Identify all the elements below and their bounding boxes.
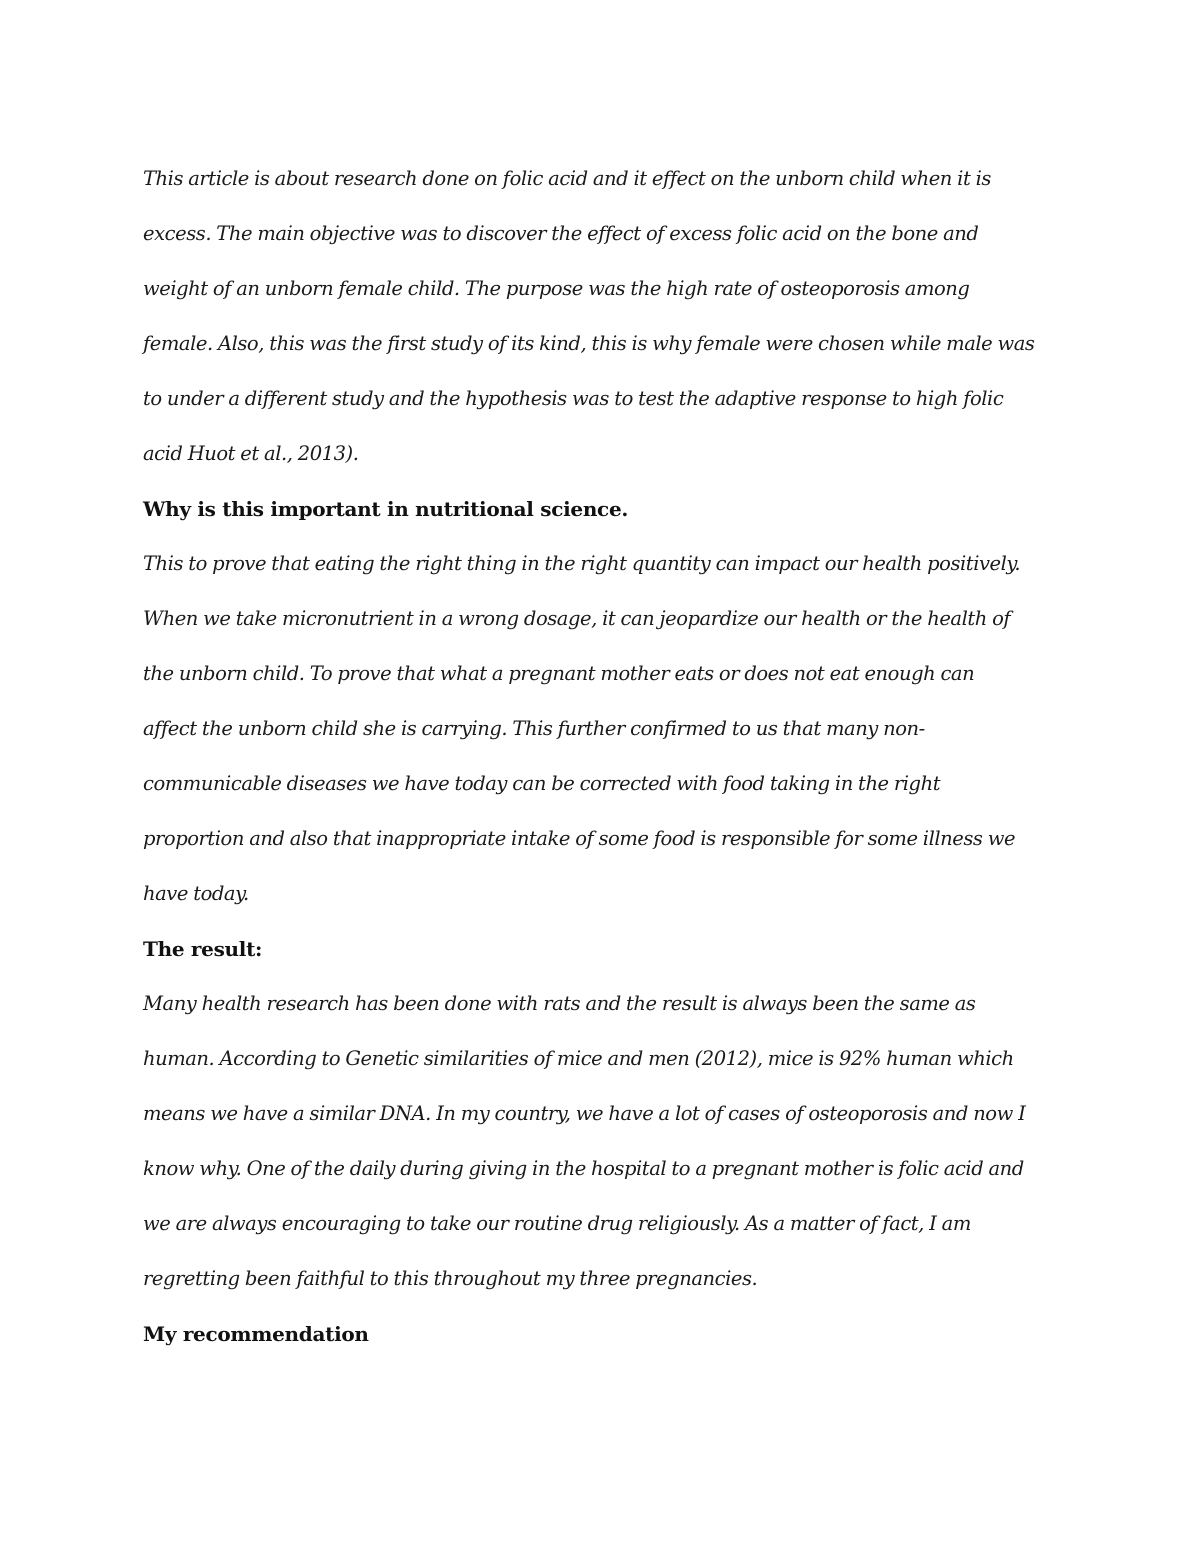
paragraph-3-line-2: human. According to Genetic similarities of mice and men (2012), mice is 92% human which xyxy=(143,1047,1014,1070)
paragraph-2-line-5: communicable diseases we have today can be corrected with food taking in the right xyxy=(143,772,941,795)
paragraph-2-line-3: the unborn child. To prove that what a pregnant mother eats or does not eat enough can xyxy=(143,662,975,685)
paragraph-1-line-6: acid Huot et al., 2013). xyxy=(143,442,359,465)
paragraph-3-line-6: regretting been faithful to this throughout my three pregnancies. xyxy=(143,1267,758,1290)
heading-result: The result: xyxy=(143,937,263,961)
paragraph-1-line-4: female. Also, this was the first study of its kind, this is why female were chosen while male was xyxy=(143,332,1035,355)
paragraph-3-line-1: Many health research has been done with rats and the result is always been the same as xyxy=(143,992,976,1015)
paragraph-3-line-3: means we have a similar DNA. In my country, we have a lot of cases of osteoporosis and now I xyxy=(143,1102,1026,1125)
paragraph-1-line-5: to under a different study and the hypothesis was to test the adaptive response to high folic xyxy=(143,387,1004,410)
heading-importance: Why is this important in nutritional science. xyxy=(143,497,629,521)
paragraph-2-line-6: proportion and also that inappropriate intake of some food is responsible for some illness we xyxy=(143,827,1016,850)
paragraph-2-line-7: have today. xyxy=(143,882,249,905)
paragraph-1-line-2: excess. The main objective was to discover the effect of excess folic acid on the bone and xyxy=(143,222,979,245)
paragraph-2-line-2: When we take micronutrient in a wrong dosage, it can jeopardize our health or the health of xyxy=(143,607,1011,630)
paragraph-1-line-1: This article is about research done on folic acid and it effect on the unborn child when it is xyxy=(143,167,991,190)
heading-recommendation: My recommendation xyxy=(143,1322,369,1346)
paragraph-1-line-3: weight of an unborn female child. The purpose was the high rate of osteoporosis among xyxy=(143,277,970,300)
paragraph-3-line-4: know why. One of the daily during giving in the hospital to a pregnant mother is folic acid and xyxy=(143,1157,1024,1180)
paragraph-2-line-4: affect the unborn child she is carrying. This further confirmed to us that many non- xyxy=(143,717,925,740)
paragraph-2-line-1: This to prove that eating the right thing in the right quantity can impact our health positively. xyxy=(143,552,1021,575)
paragraph-3-line-5: we are always encouraging to take our routine drug religiously. As a matter of fact, I am xyxy=(143,1212,971,1235)
